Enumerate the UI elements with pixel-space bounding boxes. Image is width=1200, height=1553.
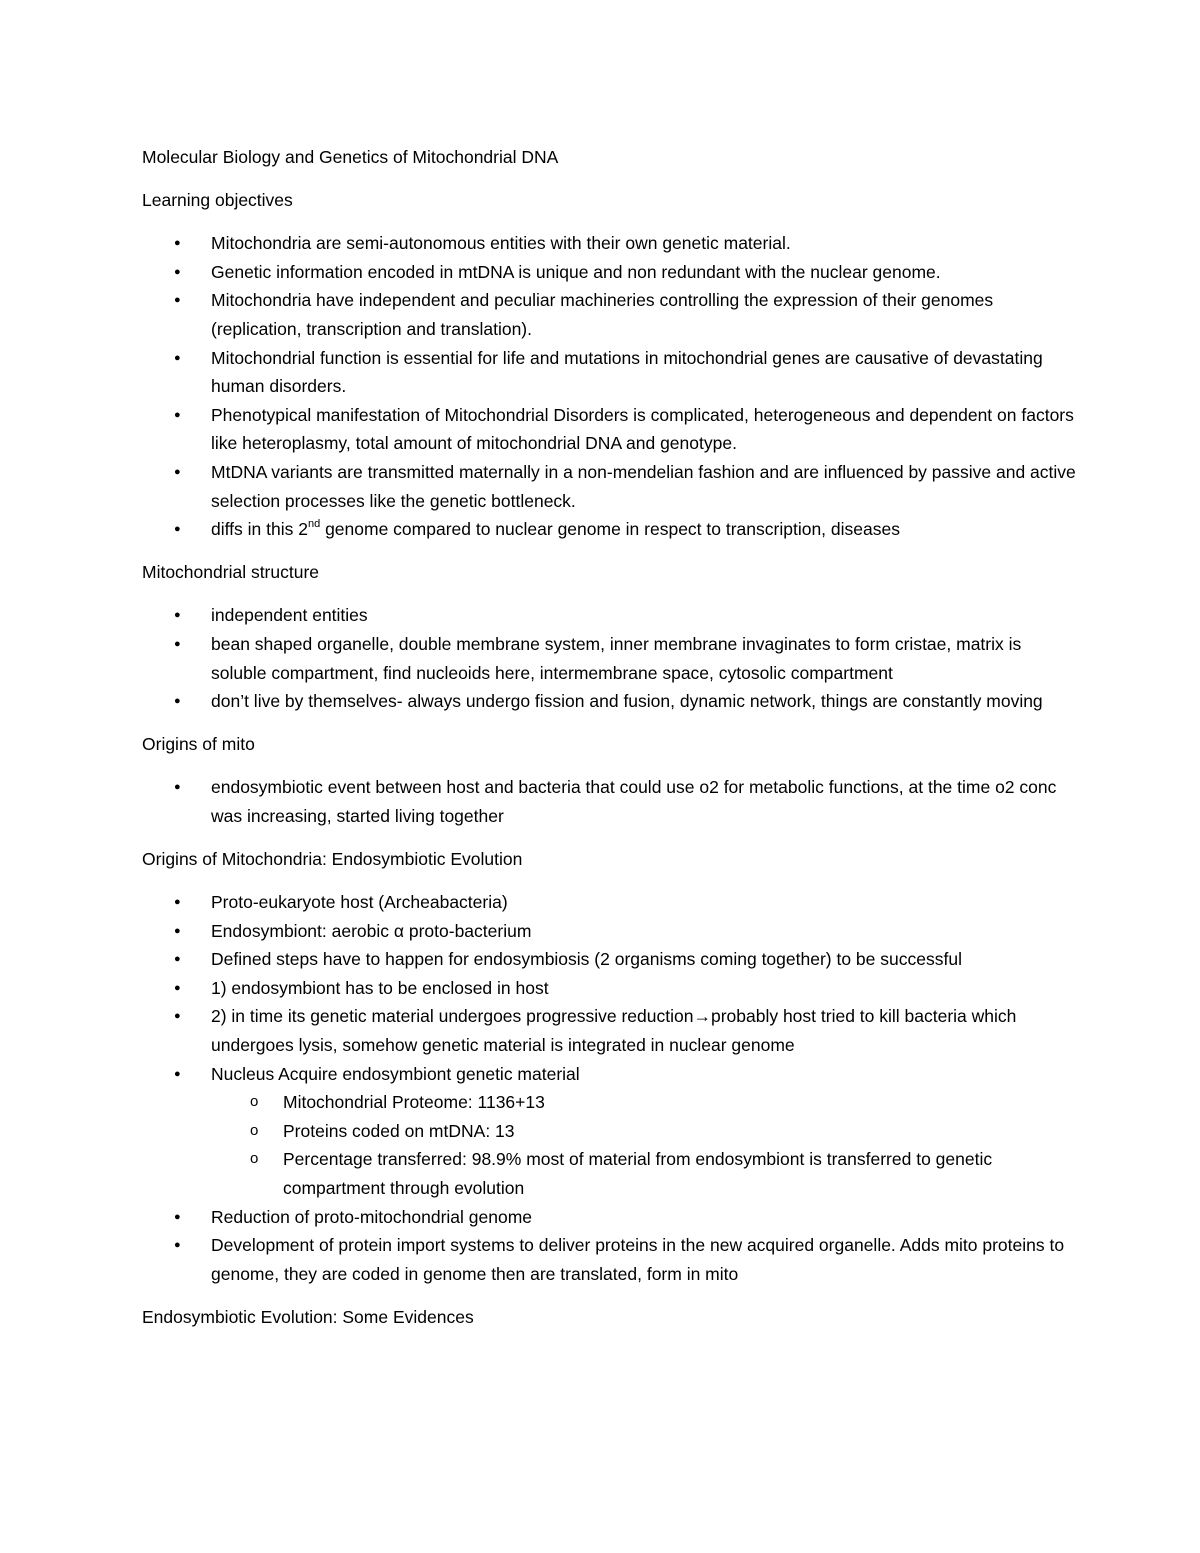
- list-item: ● endosymbiotic event between host and bacteria that could use o2 for metabolic functions, at the time o2 conc was increasing, started living together: [142, 773, 1077, 830]
- list-item: [142, 515, 1077, 544]
- sub-list-container: [142, 1088, 1077, 1202]
- list-item: ● Nucleus Acquire endosymbiont genetic material: [142, 1060, 1077, 1089]
- list-item: ● MtDNA variants are transmitted maternally in a non-mendelian fashion and are influenced by passive and active selection processes like the genetic bottleneck.: [142, 458, 1077, 515]
- document-title: Molecular Biology and Genetics of Mitochondrial DNA: [142, 147, 559, 167]
- list-item: ● Mitochondria are semi-autonomous entities with their own genetic material.: [142, 229, 1077, 258]
- list-item-text: diffs in this 2: [211, 519, 308, 540]
- origins-of-mito-list: [142, 773, 1077, 830]
- sub-list-item: o Mitochondrial Proteome: 1136+13: [211, 1088, 1077, 1117]
- list-item: ● Phenotypical manifestation of Mitochondrial Disorders is complicated, heterogeneous and dependent on factors like heteroplasmy, total amount of mitochondrial DNA and genotype.: [142, 401, 1077, 458]
- list-item: ● Mitochondrial function is essential for life and mutations in mitochondrial genes are causative of devastating human disorders.: [142, 344, 1077, 401]
- list-item: ● Reduction of proto-mitochondrial genome: [142, 1203, 1077, 1232]
- list-item: ● independent entities: [142, 601, 1077, 630]
- list-item: ● Genetic information encoded in mtDNA is unique and non redundant with the nuclear genome.: [142, 258, 1077, 287]
- sub-list-item: o Proteins coded on mtDNA: 13: [211, 1117, 1077, 1146]
- learning-objectives-list: [142, 229, 1077, 544]
- endosymbiotic-evolution-list: [142, 888, 1077, 1288]
- mitochondrial-structure-list: [142, 601, 1077, 715]
- list-item: ● Defined steps have to happen for endosymbiosis (2 organisms coming together) to be successful: [142, 945, 1077, 974]
- list-item: ● Proto-eukaryote host (Archeabacteria): [142, 888, 1077, 917]
- document-body: [142, 143, 1077, 1331]
- sub-list-item: o Percentage transferred: 98.9% most of material from endosymbiont is transferred to genetic compartment through evolution: [211, 1145, 1077, 1202]
- superscript: nd: [307, 518, 321, 531]
- list-item: ● 1) endosymbiont has to be enclosed in host: [142, 974, 1077, 1003]
- list-item: ● don’t live by themselves- always undergo fission and fusion, dynamic network, things are constantly moving: [142, 687, 1077, 716]
- list-item: ● 2) in time its genetic material undergoes progressive reduction→probably host tried to kill bacteria which undergoes lysis, somehow genetic material is integrated in nuclear genome: [142, 1002, 1077, 1059]
- section-heading-mitochondrial-structure: Mitochondrial structure: [142, 562, 320, 583]
- list-item-text: genome compared to nuclear genome in respect to transcription, diseases: [320, 519, 900, 540]
- list-item: ● bean shaped organelle, double membrane system, inner membrane invaginates to form cristae, matrix is soluble compartment, find nucleoids here, intermembrane space, cytosolic compartment: [142, 630, 1077, 687]
- sub-list: [211, 1088, 1077, 1202]
- section-heading-origins-of-mito: Origins of mito: [142, 734, 255, 755]
- list-item: ● Development of protein import systems to deliver proteins in the new acquired organelle. Adds mito proteins to genome, they are coded in genome then are translated, form in mito: [142, 1231, 1077, 1288]
- list-item: ● Mitochondria have independent and peculiar machineries controlling the expression of their genomes (replication, transcription and translation).: [142, 286, 1077, 343]
- section-heading-some-evidences: Endosymbiotic Evolution: Some Evidences: [142, 1306, 474, 1327]
- section-heading-endosymbiotic-evolution: Origins of Mitochondria: Endosymbiotic Evolution: [142, 848, 523, 869]
- section-heading-learning-objectives: Learning objectives: [142, 190, 293, 211]
- list-item: ● Endosymbiont: aerobic α proto-bacterium: [142, 917, 1077, 946]
